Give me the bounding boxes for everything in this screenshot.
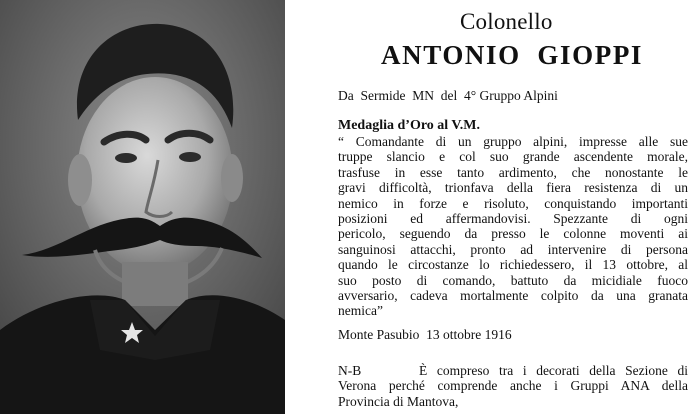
- citation-line: nemico in forze e risoluto, conquistando importanti: [338, 195, 688, 211]
- note-block: [338, 363, 688, 409]
- citation-line: truppe slancio e col suo grande ascendente morale,: [338, 149, 688, 165]
- citation-line: suo posto di comando, battuto da micidiale fuoco: [338, 272, 688, 288]
- citation-line: quando le circostanze lo richiedessero, il 13 ottobre, al: [338, 257, 688, 273]
- person-name: ANTONIO GIOPPI: [381, 40, 644, 70]
- citation-line: “ Comandante di un gruppo alpini, impresse alle sue: [338, 134, 688, 149]
- citation-line: pericolo, seguendo da presso le colonne moventi ai: [338, 226, 688, 242]
- citation-line: gravi difficoltà, trionfava della fiera resistenza di un: [338, 180, 688, 196]
- citation-text: [338, 134, 688, 319]
- rank-title: Colonello: [460, 9, 553, 34]
- origin-line: Da Sermide MN del 4° Gruppo Alpini: [338, 88, 558, 103]
- place-date-line: Monte Pasubio 13 ottobre 1916: [338, 327, 512, 342]
- portrait-illustration: [0, 0, 285, 414]
- citation-line: sanguinosi attacchi, pronto ad intervenire di persona: [338, 241, 688, 257]
- note-line: Provincia di Mantova,: [338, 393, 459, 409]
- citation-panel: [318, 0, 690, 414]
- citation-line: posizioni ed affermandovisi. Spezzante di ogni: [338, 211, 688, 227]
- citation-line: avversario, cadeva mortalmente colpito da una granata: [338, 288, 688, 304]
- citation-line: nemica”: [338, 303, 383, 319]
- medal-title: Medaglia d’Oro al V.M.: [338, 118, 480, 133]
- citation-line: trasfuse in esse tanto ardimento, che nonostante le: [338, 164, 688, 180]
- note-line: Verona perché comprende anche i Gruppi ANA della: [338, 378, 688, 394]
- note-label: N-B: [338, 363, 362, 378]
- portrait-photo: [0, 0, 285, 414]
- note-line: È compreso tra i decorati della Sezione di: [418, 363, 688, 378]
